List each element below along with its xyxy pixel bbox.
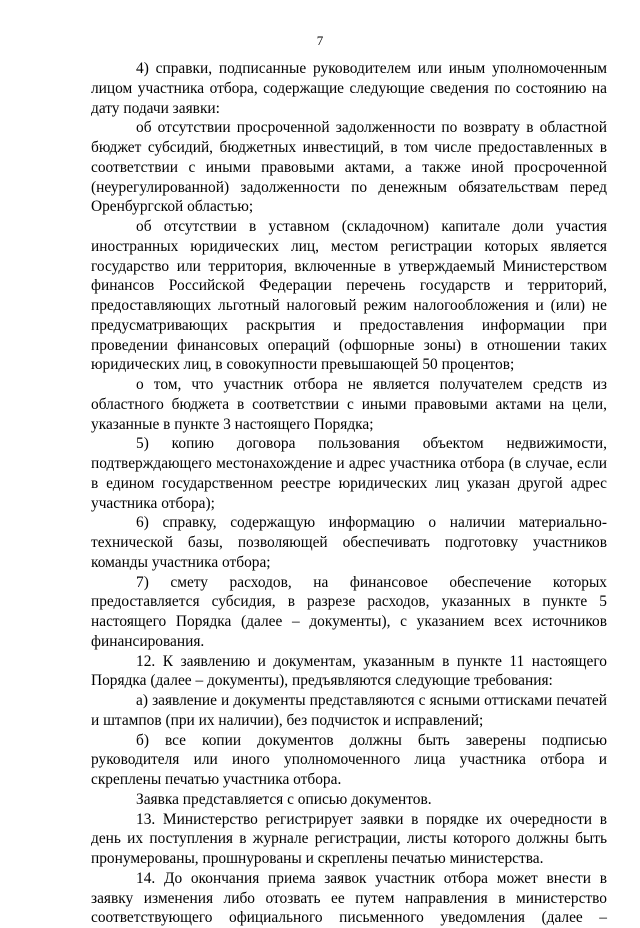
paragraph-no-overdue-debt: об отсутствии просроченной задолженности по возврату в областной бюджет субсидий, бюджетных инвестиций, в том числе предоставленных в соответствии с иными правовыми актами, а также иной просроченной (неурегулированной) задолженности по денежным обязательствам перед Оренбургской областью; [91,119,607,216]
paragraph-clause-12-a: а) заявление и документы представляются с ясными оттисками печатей и штампов (при их наличии), без подчисток и исправлений; [91,692,607,729]
paragraph-no-foreign-capital: об отсутствии в уставном (складочном) капитале доли участия иностранных юридических лиц, местом регистрации которых является государство или территория, включенные в утверждаемый Министерством финансов Российской Федерации перечень государств и территорий, предоставляющих льготный налоговый режим налогообложения и (или) не предусматривающих раскрытия и предоставления информации при проведении финансовых операций (офшорные зоны) в отношении таких юридических лиц, в совокупности превышающей 50 процентов; [91,218,607,374]
document-body [91,59,607,928]
paragraph-inventory: Заявка представляется с описью документов. [136,790,432,808]
page-number: 7 [316,33,324,48]
paragraph-clause-13: 13. Министерство регистрирует заявки в порядке их очередности в день их поступления в журнале регистрации, листы которого должны быть пронумерованы, прошнурованы и скреплены печатью министерства. [91,810,607,867]
paragraph-clause-12-b: б) все копии документов должны быть заверены подписью руководителя или иного уполномоченного лица участника отбора и скреплены печатью участника отбора. [91,731,607,788]
paragraph-not-recipient: о том, что участник отбора не является получателем средств из областного бюджета в соответствии с иными правовыми актами на цели, указанные в пункте 3 настоящего Порядка; [91,376,607,433]
paragraph-item-7: 7) смету расходов, на финансовое обеспечение которых предоставляется субсидия, в разрезе расходов, указанных в пункте 5 настоящего Порядка (далее – документы), с указанием всех источников финансирования. [91,573,607,650]
paragraph-clause-14: 14. До окончания приема заявок участник отбора может внести в заявку изменения либо отозвать ее путем направления в министерство соответствующего официального письменного уведомления (далее – [91,869,607,927]
paragraph-item-4: 4) справки, подписанные руководителем или иным уполномоченным лицом участника отбора, содержащие следующие сведения по состоянию на дату подачи заявки: [91,60,607,117]
paragraph-item-6: 6) справку, содержащую информацию о наличии материально-технической базы, позволяющей обеспечивать подготовку участников команды участника отбора; [91,514,607,571]
paragraph-clause-12: 12. К заявлению и документам, указанным в пункте 11 настоящего Порядка (далее – документы), предъявляются следующие требования: [91,652,607,690]
paragraph-item-5: 5) копию договора пользования объектом недвижимости, подтверждающего местонахождение и адрес участника отбора (в случае, если в едином государственном реестре юридических лиц указан другой адрес участника отбора); [91,435,607,512]
